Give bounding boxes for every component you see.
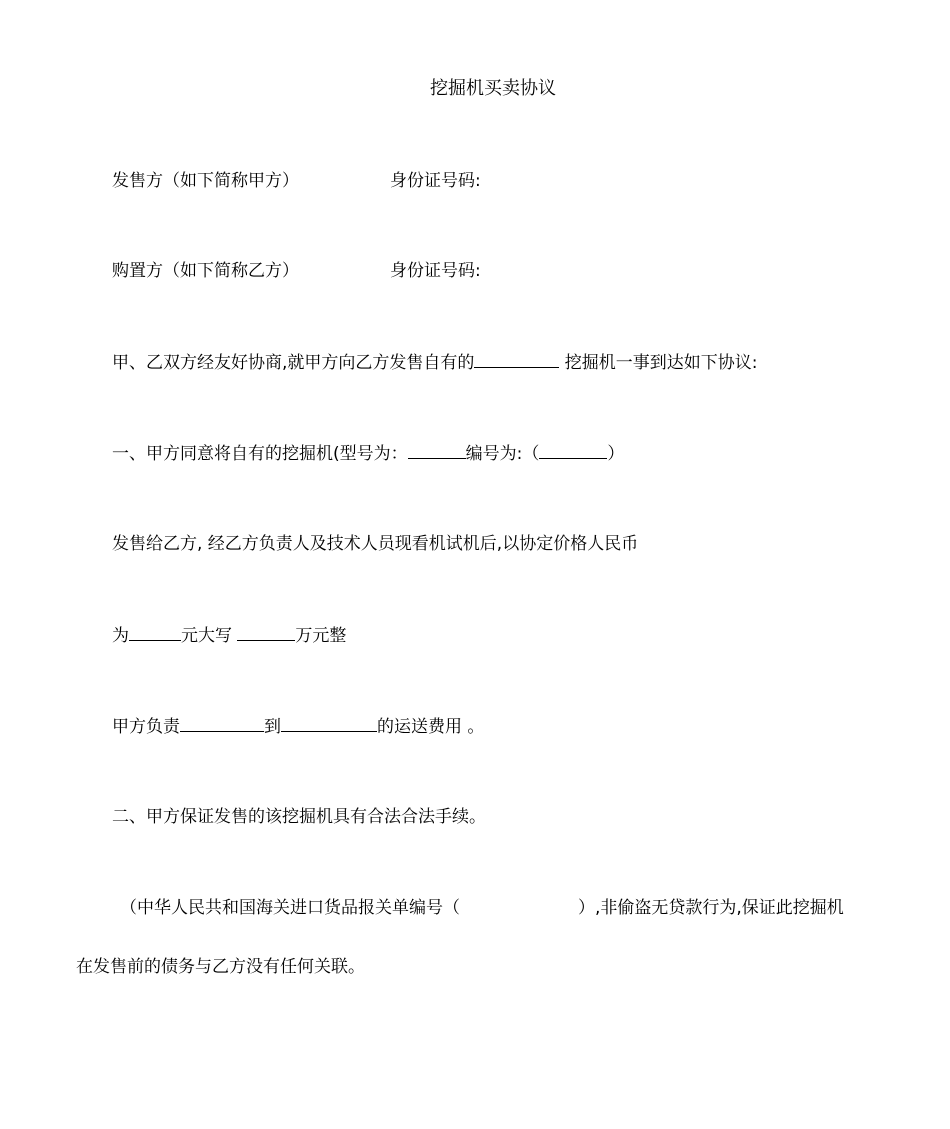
transport-text-c: 的运送费用 。 [377, 717, 485, 737]
seller-label: 发售方（如下简称甲方） [112, 171, 299, 191]
blank-machine-brand[interactable] [474, 350, 559, 368]
blank-transport-from[interactable] [180, 714, 264, 732]
buyer-id-label: 身份证号码: [390, 261, 481, 281]
seller-id-label: 身份证号码: [390, 171, 481, 191]
blank-price-amount[interactable] [129, 623, 181, 641]
blank-serial-number[interactable] [539, 441, 607, 459]
buyer-label: 购置方（如下简称乙方） [112, 261, 299, 281]
customs-text-b: ）,非偷盗无贷款行为,保证此挖掘机 [578, 898, 844, 918]
clause-2: 二、甲方保证发售的该挖掘机具有合法合法手续。 [112, 807, 486, 827]
clause1-text-c: ） [607, 444, 625, 464]
transport-text-b: 到 [264, 717, 281, 737]
clause-1-line-2: 发售给乙方, 经乙方负责人及技术人员现看机试机后,以协定价格人民币 [112, 534, 639, 554]
price-line [112, 623, 346, 648]
blank-transport-to[interactable] [281, 714, 377, 732]
customs-line-2: 在发售前的债务与乙方没有任何关联。 [76, 957, 365, 977]
customs-line-1 [120, 896, 844, 920]
intro-text-b: 挖掘机一事到达如下协议: [559, 353, 758, 373]
transport-text-a: 甲方负责 [112, 717, 180, 737]
blank-model[interactable] [408, 441, 466, 459]
blank-price-uppercase[interactable] [237, 623, 295, 641]
price-text-c: 万元整 [295, 626, 347, 646]
clause1-text-b: 编号为:（ [465, 444, 540, 464]
clause1-text-a: 一、甲方同意将自有的挖掘机(型号为： [112, 444, 408, 464]
intro-paragraph [112, 350, 758, 375]
transport-line [112, 714, 484, 739]
clause-1-line-1 [112, 441, 624, 466]
price-text-b: 元大写 [181, 626, 238, 646]
intro-text-a: 甲、乙双方经友好协商,就甲方向乙方发售自有的 [112, 353, 475, 373]
price-text-a: 为 [112, 626, 129, 646]
customs-text-a: （中华人民共和国海关进口货品报关单编号（ [120, 898, 460, 918]
document-title: 挖掘机买卖协议 [430, 78, 556, 99]
